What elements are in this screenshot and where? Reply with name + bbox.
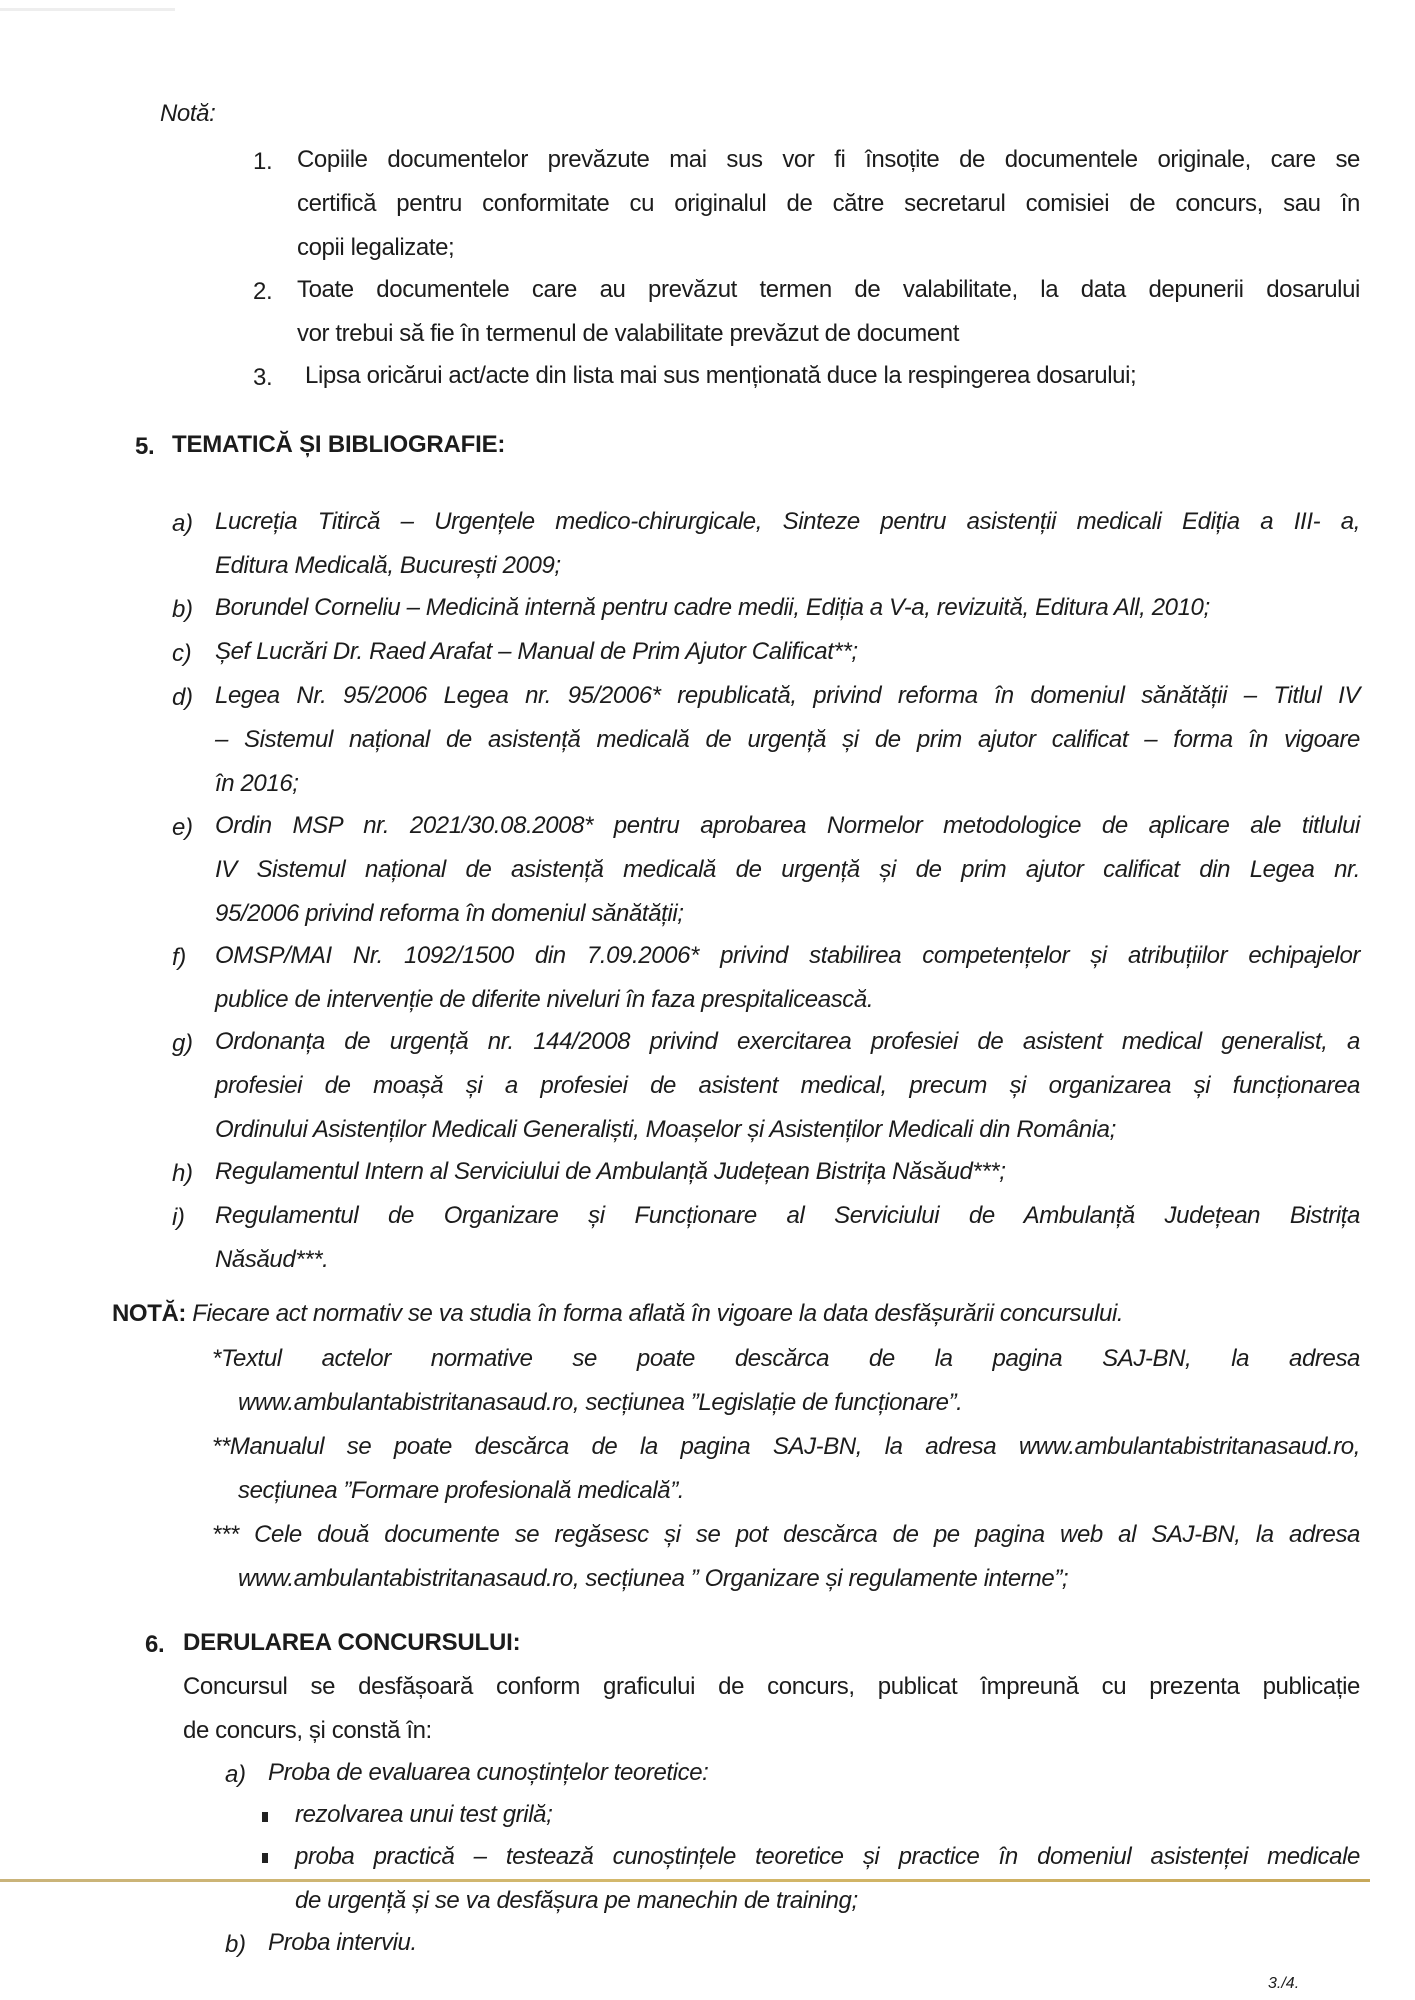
bib-i-line-1: Regulamentul de Organizare și Funcționare al Serviciului de Ambulanță Județean Bistrița	[215, 1202, 1360, 1229]
footnote-1-line-2: www.ambulantabistritanasaud.ro, secțiunea ”Legislație de funcționare”.	[238, 1389, 963, 1416]
section-6-number: 6.	[145, 1631, 165, 1658]
bullet-icon	[262, 1853, 268, 1863]
bib-f-letter: f)	[172, 944, 186, 971]
note-item-2-num: 2.	[253, 278, 273, 305]
bib-d-letter: d)	[172, 684, 193, 711]
nota-block	[112, 1300, 1123, 1328]
bib-e-line-3: 95/2006 privind reforma în domeniul sănătății;	[215, 900, 684, 927]
bib-d-line-2: – Sistemul național de asistență medicală de urgență și de prim ajutor calificat – forma în vigoare	[215, 726, 1360, 753]
footnote-2-line-2: secțiunea ”Formare profesională medicală”.	[238, 1477, 685, 1504]
section-6-b-letter: b)	[225, 1931, 246, 1958]
bib-i-letter: i)	[172, 1204, 185, 1231]
nota-label: NOTĂ:	[112, 1300, 186, 1327]
bib-c-line-1: Șef Lucrări Dr. Raed Arafat – Manual de Prim Ajutor Calificat**;	[215, 638, 858, 665]
section-5-title: TEMATICĂ ȘI BIBLIOGRAFIE:	[172, 431, 506, 458]
bib-c-letter: c)	[172, 640, 192, 667]
note-item-1-line-1: Copiile documentelor prevăzute mai sus vor fi însoțite de documentele originale, care se	[297, 146, 1360, 173]
section-6-a-bullet-2-line-2: de urgență și se va desfășura pe manechin de training;	[295, 1887, 858, 1914]
note-heading: Notă:	[160, 100, 216, 127]
note-item-1-line-2: certifică pentru conformitate cu originalul de către secretarul comisiei de concurs, sau în	[297, 190, 1360, 217]
bib-a-line-2: Editura Medicală, București 2009;	[215, 552, 561, 579]
section-6-intro-line-2: de concurs, și constă în:	[183, 1717, 432, 1744]
footnote-1-line-1: *Textul actelor normative se poate descărca de la pagina SAJ-BN, la adresa	[212, 1345, 1360, 1372]
bib-e-line-1: Ordin MSP nr. 2021/30.08.2008* pentru aprobarea Normelor metodologice de aplicare ale titlului	[215, 812, 1360, 839]
bib-f-line-2: publice de intervenție de diferite niveluri în faza prespitalicească.	[215, 986, 874, 1013]
note-item-3-num: 3.	[253, 364, 273, 391]
bib-a-letter: a)	[172, 510, 193, 537]
bib-f-line-1: OMSP/MAI Nr. 1092/1500 din 7.09.2006* privind stabilirea competențelor și atribuțiilor echipajelor	[215, 942, 1360, 969]
footnote-3-line-1: *** Cele două documente se regăsesc și se pot descărca de pe pagina web al SAJ-BN, la adresa	[212, 1521, 1360, 1548]
section-6-title: DERULAREA CONCURSULUI:	[183, 1629, 521, 1656]
nota-text: Fiecare act normativ se va studia în forma aflată în vigoare la data desfășurării concursului.	[192, 1300, 1124, 1327]
section-6-b-text: Proba interviu.	[268, 1929, 417, 1956]
bib-b-line-1: Borundel Corneliu – Medicină internă pentru cadre medii, Ediția a V-a, revizuită, Editura All, 2010;	[215, 594, 1210, 621]
bib-g-line-1: Ordonanța de urgență nr. 144/2008 privind exercitarea profesiei de asistent medical generalist, a	[215, 1028, 1360, 1055]
note-item-1-line-3: copii legalizate;	[297, 234, 455, 261]
note-item-2-line-1: Toate documentele care au prevăzut termen de valabilitate, la data depunerii dosarului	[297, 276, 1360, 303]
section-6-a-text: Proba de evaluarea cunoștințelor teoretice:	[268, 1759, 709, 1786]
footnote-3-line-2: www.ambulantabistritanasaud.ro, secțiunea ” Organizare și regulamente interne”;	[238, 1565, 1069, 1592]
bib-e-line-2: IV Sistemul național de asistență medicală de urgență și de prim ajutor calificat din Legea nr.	[215, 856, 1360, 883]
bullet-icon	[262, 1812, 268, 1822]
scan-separator-line	[0, 1879, 1370, 1882]
page-number: 3./4.	[1268, 1975, 1300, 1992]
bib-d-line-1: Legea Nr. 95/2006 Legea nr. 95/2006* republicată, privind reforma în domeniul sănătății – Titlul IV	[215, 682, 1360, 709]
bib-i-line-2: Năsăud***.	[215, 1246, 329, 1273]
section-5-number: 5.	[135, 433, 155, 460]
section-6-intro-line-1: Concursul se desfășoară conform graficului de concurs, publicat împreună cu prezenta publicație	[183, 1673, 1360, 1700]
footnote-2-line-1: **Manualul se poate descărca de la pagina SAJ-BN, la adresa www.ambulantabistritanasaud.ro,	[212, 1433, 1360, 1460]
note-item-2-line-2: vor trebui să fie în termenul de valabilitate prevăzut de document	[297, 320, 959, 347]
note-item-1-num: 1.	[253, 148, 273, 175]
bib-g-letter: g)	[172, 1030, 193, 1057]
section-6-a-bullet-2-line-1: proba practică – testează cunoștințele teoretice și practice în domeniul asistenței medicale	[295, 1843, 1360, 1870]
bib-e-letter: e)	[172, 814, 193, 841]
bib-h-line-1: Regulamentul Intern al Serviciului de Ambulanță Județean Bistrița Năsăud***;	[215, 1158, 1006, 1185]
note-item-3-line-1: Lipsa oricărui act/acte din lista mai sus menționată duce la respingerea dosarului;	[305, 362, 1137, 389]
bib-g-line-3: Ordinului Asistenților Medicali Generaliști, Moașelor și Asistenților Medicali din România;	[215, 1116, 1116, 1143]
bib-h-letter: h)	[172, 1160, 193, 1187]
bib-a-line-1: Lucreția Titircă – Urgențele medico-chirurgicale, Sinteze pentru asistenții medicali Ediția a III- a,	[215, 508, 1360, 535]
bib-d-line-3: în 2016;	[215, 770, 299, 797]
bib-b-letter: b)	[172, 596, 193, 623]
section-6-a-bullet-1: rezolvarea unui test grilă;	[295, 1801, 553, 1828]
section-6-a-letter: a)	[225, 1761, 246, 1788]
bib-g-line-2: profesiei de moașă și a profesiei de asistent medical, precum și organizarea și funcționarea	[215, 1072, 1360, 1099]
scan-artifact	[0, 8, 175, 11]
